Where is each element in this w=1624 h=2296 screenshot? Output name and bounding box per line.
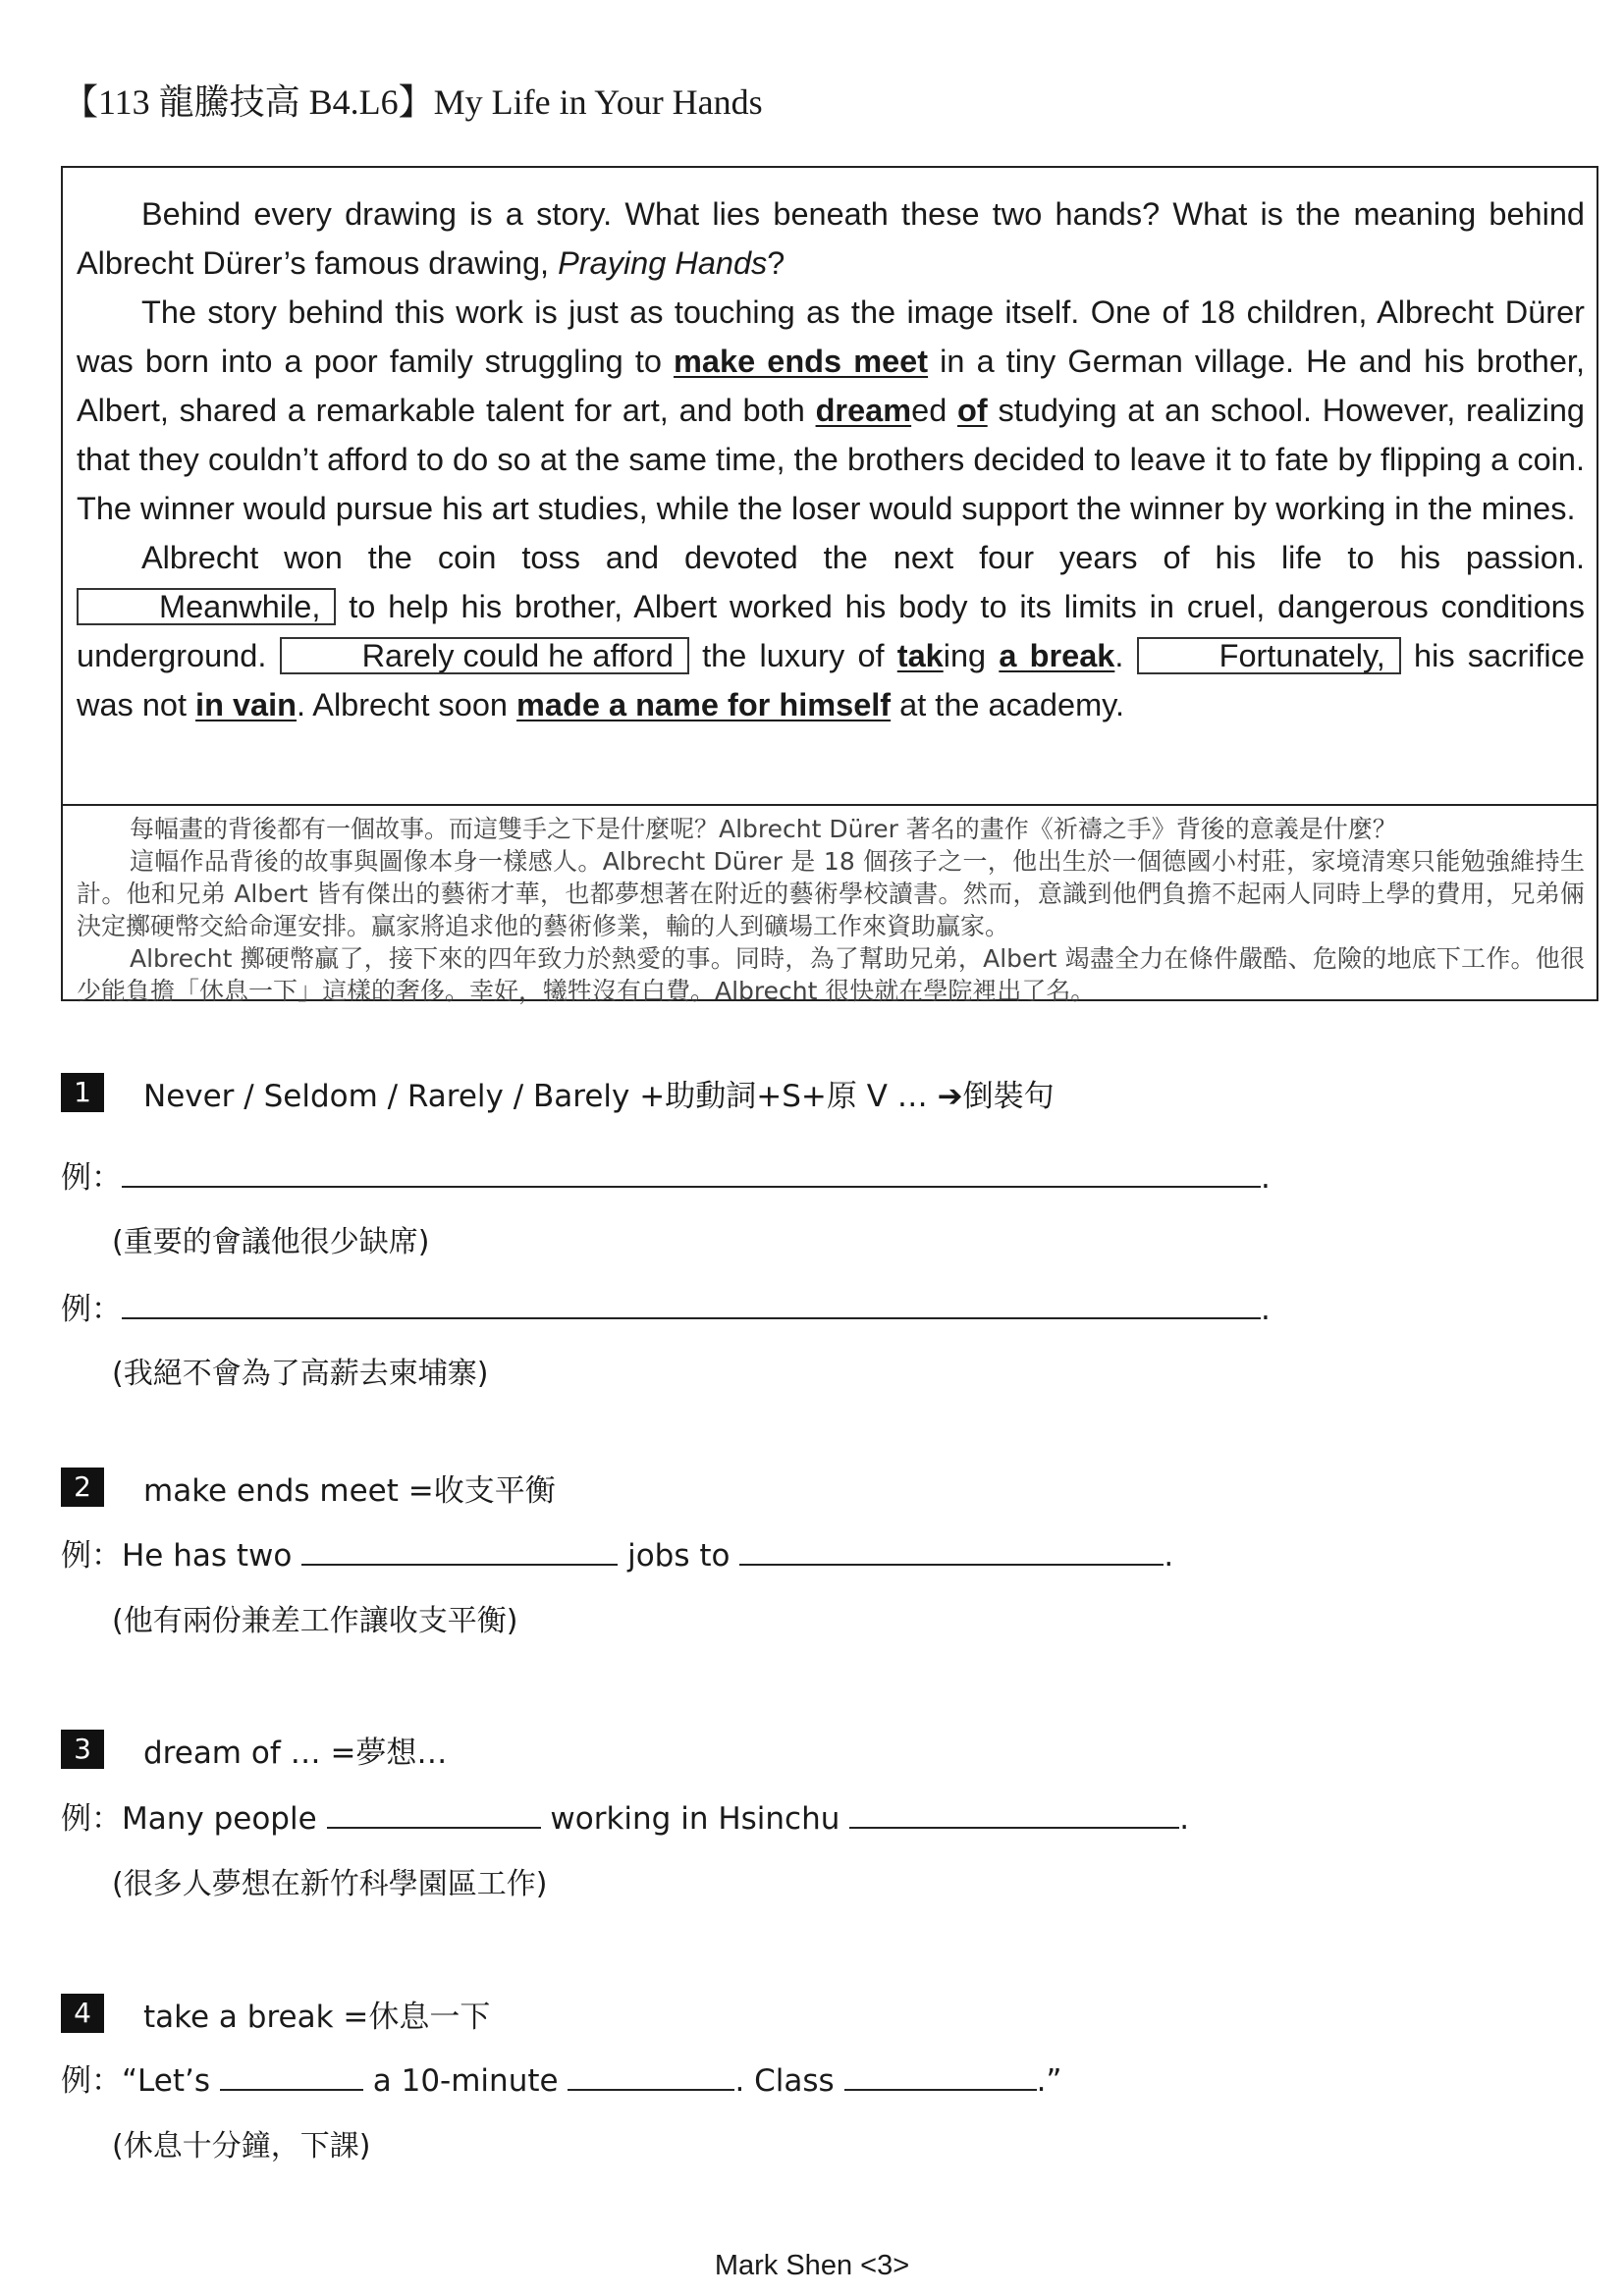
english-passage — [77, 189, 1585, 729]
phrase-a-break: a break — [999, 638, 1115, 673]
passage-divider — [63, 804, 1597, 806]
section-number-badge: 4 — [61, 1994, 104, 2033]
section-heading-text: take a break =休息一下 — [143, 1999, 491, 2035]
example-translation: (休息十分鐘，下課) — [112, 2129, 371, 2163]
answer-blank[interactable] — [849, 1799, 1179, 1829]
phrase-of: of — [957, 393, 988, 428]
answer-blank[interactable] — [568, 2061, 734, 2091]
section-heading-text: dream of … =夢想… — [143, 1735, 448, 1771]
answer-blank[interactable] — [301, 1536, 618, 1566]
section-2-heading — [61, 1468, 556, 1509]
page-title: 【113 龍騰技高 B4.L6】My Life in Your Hands — [63, 82, 763, 122]
boxed-rarely-could-he-afford: Rarely could he afford — [280, 637, 689, 674]
example-translation: (很多人夢想在新竹科學園區工作) — [112, 1867, 548, 1901]
section-1-heading — [61, 1074, 1055, 1114]
phrase-dream: dream — [815, 393, 912, 428]
section-number-badge: 2 — [61, 1468, 104, 1507]
passage-box — [61, 166, 1598, 1005]
passage-paragraph-2: The story behind this work is just as touching as the image itself. One of 18 children, Albrecht Dürer was born into a poor family struggling to make ends meet in a tiny German village. He and his brother, Albert, shared a remarkable talent for art, and both dreamed of studying at an school. However, realizing that they couldn’t afford to do so at the same time, the brothers decided to leave it to fate by flipping a coin. The winner would pursue his art studies, while the loser would support the winner by working in the mines. — [77, 294, 1586, 526]
section-heading-text: make ends meet =收支平衡 — [143, 1472, 556, 1509]
passage-paragraph-1: Behind every drawing is a story. What lies beneath these two hands? What is the meaning behind Albrecht Dürer’s famous drawing, Praying Hands? — [77, 196, 1585, 281]
phrase-made-a-name: made a name for himself — [516, 687, 892, 722]
example-line: 例： . — [61, 1160, 1271, 1196]
translation-paragraph-2: 這幅作品背後的故事與圖像本身一樣感人。Albrecht Dürer 是 18 個孩子之一，他出生於一個德國小村莊，家境清寒只能勉強維持生計。他和兄弟 Albert 皆有傑出的藝術才華，也都夢想著在附近的藝術學校讀書。然而，意識到他們負擔不起兩人同時上學的費用，兄弟倆決定擲硬幣交給命運安排。贏家將追求他的藝術修業，輸的人到礦場工作來資助贏家。 — [77, 847, 1585, 940]
answer-blank[interactable] — [844, 2061, 1037, 2091]
example-line: 例：Many people working in Hsinchu . — [61, 1801, 1190, 1837]
example-translation: (重要的會議他很少缺席) — [112, 1225, 430, 1259]
answer-blank[interactable] — [739, 1536, 1164, 1566]
passage-paragraph-3: Albrecht won the coin toss and devoted the next four years of his life to his passion. Meanwhile, to help his brother, Albert worked his body to its limits in cruel, dangerous conditions underground. Rarely could he afford the luxury of taking a break. Fortunately, his sacrifice was not in vain. Albrecht soon made a name for himself at the academy. — [77, 540, 1585, 722]
answer-blank[interactable] — [220, 2061, 363, 2091]
section-number-badge: 1 — [61, 1073, 104, 1112]
answer-blank[interactable] — [327, 1799, 541, 1829]
example-line: 例：He has two jobs to . — [61, 1538, 1174, 1574]
translation-paragraph-1: 每幅畫的背後都有一個故事。而這雙手之下是什麼呢？Albrecht Dürer 著名的畫作《祈禱之手》背後的意義是什麼？ — [130, 815, 1397, 843]
section-3-heading — [61, 1731, 448, 1771]
section-4-heading — [61, 1995, 491, 2035]
answer-blank[interactable] — [122, 1158, 1261, 1188]
boxed-meanwhile: Meanwhile, — [77, 588, 336, 625]
phrase-make-ends-meet: make ends meet — [674, 344, 929, 379]
example-line: 例：“Let’s a 10-minute . Class .” — [61, 2063, 1062, 2099]
boxed-fortunately: Fortunately, — [1137, 637, 1401, 674]
translation-paragraph-3: Albrecht 擲硬幣贏了，接下來的四年致力於熱愛的事。同時，為了幫助兄弟，Albert 竭盡全力在條件嚴酷、危險的地底下工作。他很少能負擔「休息一下」這樣的奢侈。幸好，犧牲沒有白費。Albrecht 很快就在學院裡出了名。 — [77, 944, 1585, 1005]
example-line: 例： . — [61, 1292, 1271, 1327]
answer-blank[interactable] — [122, 1290, 1261, 1319]
example-translation: (他有兩份兼差工作讓收支平衡) — [112, 1604, 518, 1638]
example-translation: (我絕不會為了高薪去柬埔寨) — [112, 1357, 489, 1391]
section-number-badge: 3 — [61, 1730, 104, 1769]
section-heading-text: Never / Seldom / Rarely / Barely +助動詞+S+原 V … ➔倒裝句 — [143, 1078, 1055, 1114]
page-footer: Mark Shen <3> — [714, 2250, 910, 2281]
chinese-translation — [77, 813, 1585, 1007]
phrase-in-vain: in vain — [195, 687, 297, 722]
phrase-tak: tak — [896, 638, 944, 673]
